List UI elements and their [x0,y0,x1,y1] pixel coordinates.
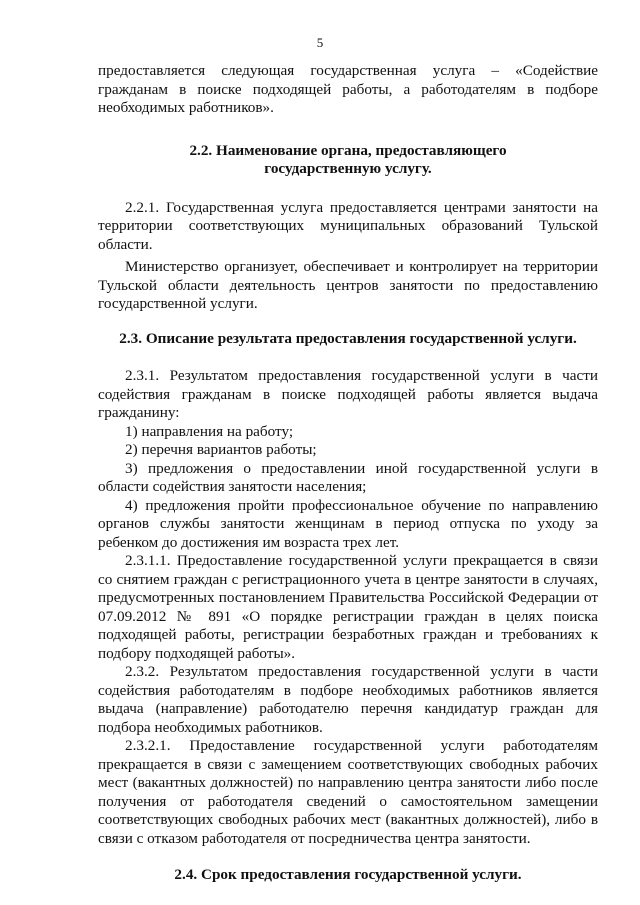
section-2-3-heading: 2.3. Описание результата предоставления государственной услуги. [119,329,577,347]
list-item-1: 1) направления на работу; [125,422,294,440]
page-number: 5 [316,35,324,50]
paragraph-2-3-2-1: 2.3.2.1. Предоставление государственной услуги работодателям прекращается в связи с замещением соответствующих свободных рабочих мест (вакантных должностей) по направлению центра занятости либо после получения от работодателя сведений о самостоятельном замещении соответствующих свободных рабочих мест (вакантных должностей), либо в связи с отказом работодателя от посредничества центра занятости. [98,737,598,847]
section-2-2-heading [98,142,598,179]
list-item-4: 4) предложения пройти профессиональное обучение по направлению органов службы занятости женщинам в период отпуска по уходу за ребенком до достижения им возраста трех лет. [98,496,598,551]
section-2-2-heading-line1: 2.2. Наименование органа, предоставляющего [189,141,507,159]
paragraph-2-3-1-1: 2.3.1.1. Предоставление государственной услуги прекращается в связи со снятием граждан с регистрационного учета в центре занятости в случаях, предусмотренных постановлением Правительства Российской Федерации от 07.09.2012 № 891 «О порядке регистрации граждан в целях поиска подходящей работы, регистрации безработных граждан и требованиях к подбору подходящей работы». [98,552,598,662]
paragraph-2-3-2: 2.3.2. Результатом предоставления государственной услуги в части содействия работодателям в подборе необходимых работников является выдача (направление) работодателю перечня кандидатур граждан для подбора необходимых работников. [98,663,598,736]
section-2-2-heading-line2: государственную услугу. [264,160,432,177]
paragraph-2-2-ministry: Министерство организует, обеспечивает и контролирует на территории Тульской области деятельность центров занятости по предоставлению государственной услуги. [98,258,598,312]
section-2-4-heading: 2.4. Срок предоставления государственной услуги. [174,866,522,883]
paragraph-2-3-1: 2.3.1. Результатом предоставления государственной услуги в части содействия гражданам в поиске подходящей работы является выдача гражданину: [98,367,598,421]
list-item-2: 2) перечня вариантов работы; [125,441,317,458]
intro-paragraph: предоставляется следующая государственная услуга – «Содействие гражданам в поиске подходящей работы, а работодателям в подборе необходимых работников». [98,62,598,116]
page-content [98,62,598,885]
list-item-3: 3) предложения о предоставлении иной государственной услуги в области содействия занятости населения; [98,459,598,495]
paragraph-2-2-1: 2.2.1. Государственная услуга предоставляется центрами занятости на территории соответствующих муниципальных образований Тульской области. [98,198,598,253]
